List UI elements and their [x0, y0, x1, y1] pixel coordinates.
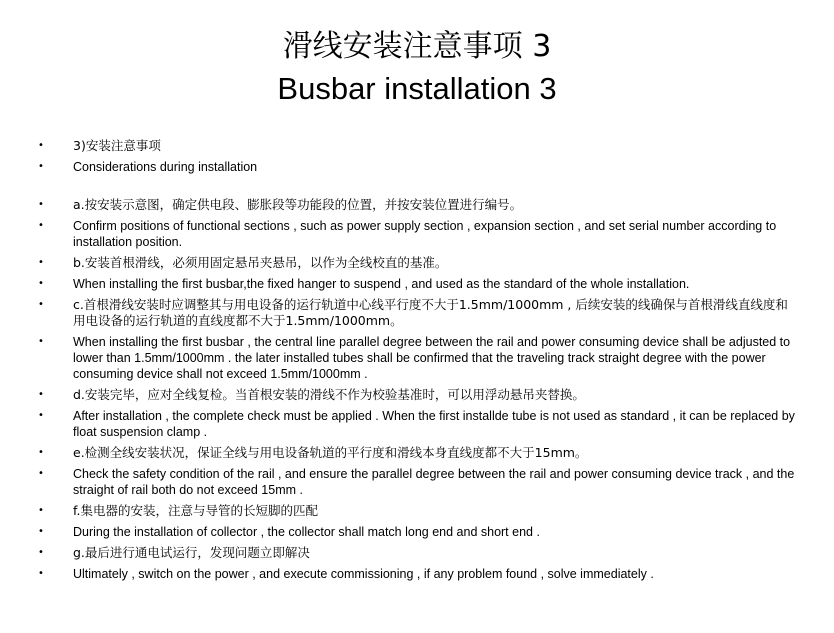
list-item: [38, 255, 798, 271]
item-text: f.集电器的安装，注意与导管的长短脚的匹配: [73, 503, 318, 518]
bullet-icon: •: [38, 199, 44, 210]
item-text: b.安装首根滑线，必须用固定悬吊夹悬吊，以作为全线校直的基准。: [73, 255, 448, 270]
list-item: [38, 138, 798, 154]
bullet-icon: •: [38, 410, 44, 421]
bullet-icon: •: [38, 447, 44, 458]
item-text: c.首根滑线安装时应调整其与用电设备的运行轨道中心线平行度不大于1.5mm/1000mm , 后续安装的线确保与首根滑线直线度和用电设备的运行轨道的直线度都不大于1.5mm/1000mm。: [73, 297, 788, 328]
bullet-list: [38, 138, 798, 587]
list-item: [38, 445, 798, 461]
list-item: [38, 466, 798, 498]
list-item: [38, 197, 798, 213]
bullet-icon: •: [38, 526, 44, 537]
bullet-icon: •: [38, 257, 44, 268]
item-text: During the installation of collector , the collector shall match long end and short end .: [73, 525, 540, 539]
item-text: Considerations during installation: [73, 160, 258, 174]
slide-title-chinese: 滑线安装注意事项 3: [282, 29, 552, 64]
list-item: [38, 387, 798, 403]
bullet-icon: •: [38, 468, 44, 479]
list-item: [38, 408, 798, 440]
item-text: Confirm positions of functional sections , such as power supply section , expansion section , and set serial number according to installation position.: [73, 219, 777, 249]
item-text: a.按安装示意图，确定供电段、膨胀段等功能段的位置，并按安装位置进行编号。: [73, 197, 523, 212]
list-item: [38, 545, 798, 561]
list-item: [38, 524, 798, 540]
list-item: [38, 297, 798, 329]
bullet-icon: •: [38, 505, 44, 516]
bullet-icon: •: [38, 568, 44, 579]
item-text: d.安装完毕，应对全线复检。当首根安装的滑线不作为校验基准时，可以用浮动悬吊夹替换。: [73, 387, 585, 402]
bullet-icon: •: [38, 161, 44, 172]
item-text: Ultimately , switch on the power , and execute commissioning , if any problem found , solve immediately .: [73, 567, 654, 581]
bullet-icon: •: [38, 299, 44, 310]
item-text: After installation , the complete check must be applied . When the first installde tube is not used as standard , it can be replaced by float suspension clamp .: [73, 409, 795, 439]
item-text: 3)安装注意事项: [73, 138, 161, 153]
item-text: e.检测全线安装状况，保证全线与用电设备轨道的平行度和滑线本身直线度都不大于15mm。: [73, 445, 588, 460]
bullet-icon: •: [38, 278, 44, 289]
bullet-icon: •: [38, 220, 44, 231]
item-text: When installing the first busbar,the fixed hanger to suspend , and used as the standard of the whole installation.: [73, 277, 690, 291]
bullet-icon: •: [38, 336, 44, 347]
bullet-icon: •: [38, 389, 44, 400]
item-text: g.最后进行通电试运行，发现问题立即解决: [73, 545, 310, 560]
list-item: [38, 334, 798, 382]
item-text: Check the safety condition of the rail , and ensure the parallel degree between the rail and power consuming device track , and the straight of rail both do not exceed 15mm .: [73, 467, 795, 497]
bullet-icon: •: [38, 547, 44, 558]
list-item: [38, 276, 798, 292]
list-item: [38, 503, 798, 519]
list-item: [38, 159, 798, 175]
list-item: [38, 218, 798, 250]
list-item: [38, 566, 798, 582]
item-text: When installing the first busbar , the central line parallel degree between the rail and power consuming device shall be adjusted to lower than 1.5mm/1000mm . the later installed tubes shall be confirmed that the traveling track straight degree with the power consuming device shall not exceed 1.5mm/1000mm .: [73, 335, 791, 381]
slide-title-english: Busbar installation 3: [277, 71, 557, 106]
bullet-icon: •: [38, 140, 44, 151]
